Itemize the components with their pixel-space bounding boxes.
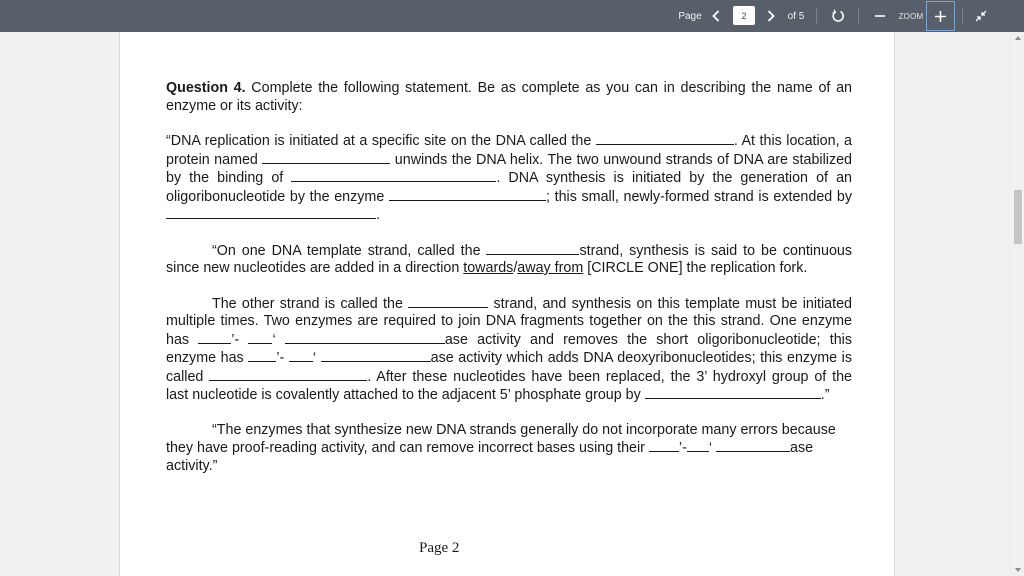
collapse-button[interactable] [970,0,992,32]
scrollbar-thumb[interactable] [1014,190,1022,244]
chevron-left-icon [712,10,720,22]
rotate-icon [831,9,845,23]
document-content [166,80,852,475]
text-run: “DNA replication is initiated at a specific site on the DNA called the [166,133,596,149]
page-total: of 5 [787,10,805,22]
text-run: unwinds the DNA helix. The two unwound strands of DNA are stabilized by the binding of [166,151,852,186]
text-run: . At this location, a protein named [166,133,853,168]
text-run: ’- [276,350,289,366]
fill-in-blank [596,132,734,145]
text-run: strand, and synthesis on this template must be initiated multiple times. Two enzymes are required to join DNA fragments together on the this strand. One enzyme has [166,295,852,348]
text-run: ‘ [312,350,321,366]
option-away-from: away from [517,260,584,276]
fill-in-blank [408,295,488,308]
zoom-out-button[interactable] [870,0,890,32]
text-run: . After these nucleotides have been replaced, the 3’ hydroxyl group of the last nucleotide is covalently attached to the adjacent 5’ phosphate group by [166,368,853,403]
text-run: ase activity which adds DNA deoxyribonucleotides; this enzyme is called [166,350,852,385]
page-label: Page [678,10,702,22]
text-run: ‘ [708,440,716,456]
toolbar-divider [962,8,963,24]
statement-paragraph-1 [166,132,852,225]
text-run: strand, synthesis is said to be continuous since new nucleotides are added in a direction [166,242,852,276]
text-run: / [513,260,518,276]
text-run: ’- [678,440,687,456]
option-towards: towards [463,260,514,276]
fill-in-blank [486,242,579,255]
fill-in-blank [198,331,231,344]
text-run: ’- [231,331,249,348]
fill-in-blank [289,349,313,362]
previous-page-button[interactable] [707,0,725,32]
text-run: ; this small, newly-formed strand is extended by [545,188,853,205]
fill-in-blank [291,169,496,182]
question-title: Question 4. [166,80,246,96]
scroll-up-button[interactable] [1014,34,1022,42]
toolbar-divider [816,8,817,24]
text-run: ‘ [272,331,285,348]
fill-in-blank [209,368,367,381]
fill-in-blank [248,331,272,344]
scroll-down-button[interactable] [1014,566,1022,574]
fill-in-blank [389,188,546,201]
vertical-scrollbar[interactable] [1012,32,1024,576]
text-run: The other strand is called the [212,295,409,312]
statement-paragraph-2 [166,242,852,278]
statement-paragraph-3 [166,295,852,405]
zoom-in-button[interactable] [926,1,955,31]
triangle-up-icon [1014,34,1022,42]
fill-in-blank [262,151,390,164]
text-run: . DNA synthesis is initiated by the generation of an oligoribonucleotide by the enzyme [166,170,852,205]
fill-in-blank [166,206,376,219]
viewer-toolbar [0,0,1024,32]
fill-in-blank [645,386,821,399]
page-footer: Page 2 [419,540,460,556]
text-run: ase activity.” [166,440,814,474]
toolbar-divider [858,8,859,24]
fill-in-blank [321,349,431,362]
next-page-button[interactable] [762,0,780,32]
triangle-down-icon [1014,566,1022,574]
fill-in-blank [716,439,790,452]
zoom-label: ZOOM [898,11,924,21]
fill-in-blank [649,439,679,452]
statement-paragraph-4 [166,422,852,476]
rotate-button[interactable] [828,0,848,32]
text-run: .” [820,387,830,403]
text-run: ase activity and removes the short oligoribonucleotide; this enzyme has [166,331,852,366]
page-number-input[interactable]: 2 [733,6,755,25]
text-run: “The enzymes that synthesize new DNA strands generally do not incorporate many errors because they have proof-reading activity, and can remove incorrect bases using their [166,421,836,456]
fill-in-blank [248,349,276,362]
question-4-prompt [166,80,852,115]
fill-in-blank [687,439,709,452]
text-run: [CIRCLE ONE] the replication fork. [583,260,808,276]
plus-icon [935,11,946,22]
text-run: . [376,207,380,223]
fill-in-blank [285,331,445,344]
minus-icon [875,11,885,21]
collapse-icon [975,10,987,22]
question-intro: Complete the following statement. Be as complete as you can in describing the name of an enzyme or its activity: [166,80,852,114]
chevron-right-icon [767,10,775,22]
text-run: “On one DNA template strand, called the [212,242,487,259]
